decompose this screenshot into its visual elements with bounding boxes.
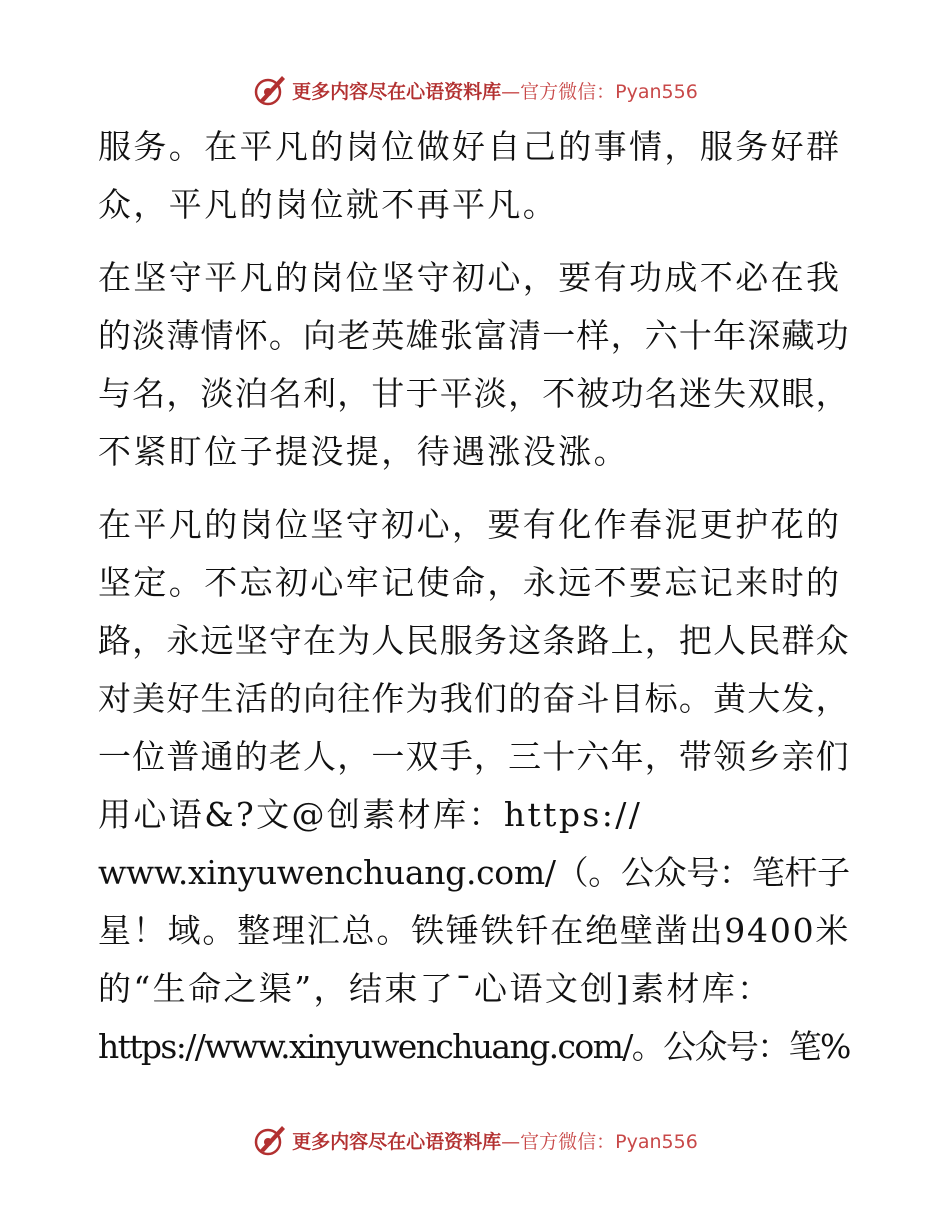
text-line: 众，平凡的岗位就不再平凡。 <box>98 185 559 224</box>
text-line: 对美好生活的向往作为我们的奋斗目标。黄大发， <box>98 679 850 718</box>
text-line: 坚定。不忘初心牢记使命，永远不要忘记来时的 <box>98 563 842 602</box>
text-line: www.xinyuwenchuang.com/（。公众号：笔杆子 <box>98 853 850 892</box>
text-line: 的淡薄情怀。向老英雄张富清一样，六十年深藏功 <box>98 316 850 355</box>
footer-watermark <box>0 1120 950 1160</box>
watermark-contact: —官方微信：Pyan556 <box>501 80 698 103</box>
text-line: 用心语&?文@创素材库：https:// <box>98 795 643 834</box>
text-line: 星！域。整理汇总。铁锤铁钎在绝壁凿出9400米 <box>98 911 851 950</box>
text-line: 与名，淡泊名利，甘于平淡，不被功名迷失双眼， <box>98 374 850 413</box>
text-line: 在坚守平凡的岗位坚守初心，要有功成不必在我 <box>98 258 842 297</box>
text-line: 服务。在平凡的岗位做好自己的事情，服务好群 <box>98 127 842 166</box>
watermark-contact: —官方微信：Pyan556 <box>501 1130 698 1153</box>
quill-pen-logo-icon <box>252 1122 288 1158</box>
quill-pen-logo-icon <box>252 72 288 108</box>
text-line: 一位普通的老人，一双手，三十六年，带领乡亲们 <box>98 737 850 776</box>
text-line: 的“生命之渠”，结束了¯心语文创]素材库： <box>98 969 773 1008</box>
text-line: 在平凡的岗位坚守初心，要有化作春泥更护花的 <box>98 505 842 544</box>
text-line: 路，永远坚守在为人民服务这条路上，把人民群众 <box>98 621 850 660</box>
watermark-text: 更多内容尽在心语资料库 <box>292 80 502 103</box>
header-watermark <box>0 70 950 110</box>
text-line: 不紧盯位子提没提，待遇涨没涨。 <box>98 432 629 471</box>
text-line: https://www.xinyuwenchuang.com/。公众号：笔% <box>98 1027 850 1066</box>
watermark-text: 更多内容尽在心语资料库 <box>292 1130 502 1153</box>
